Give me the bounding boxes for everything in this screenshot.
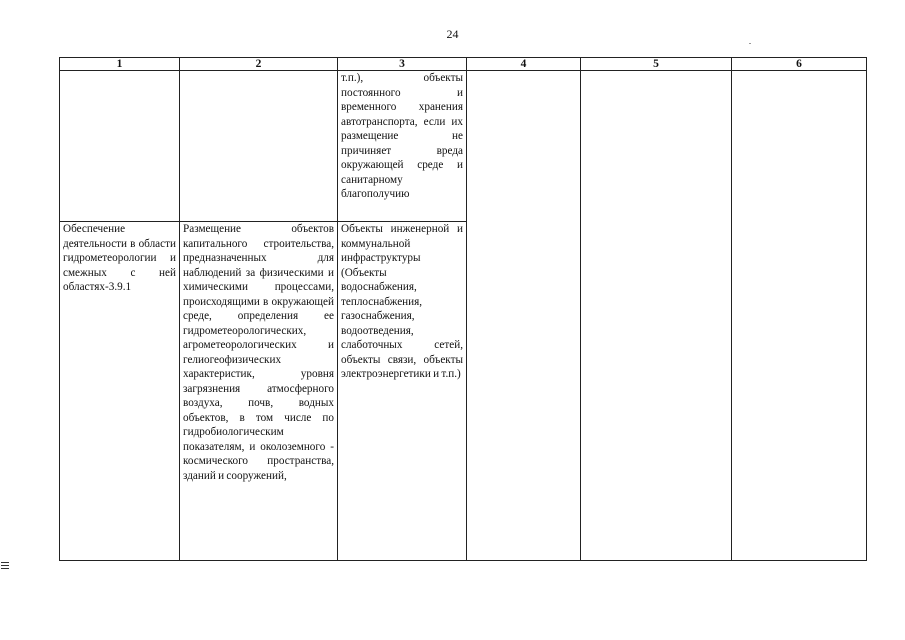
row2-permitted-objects: Объекты инженерной и коммунальной инфраструктуры (Объекты водоснабжения, теплоснабжения, газоснабжения, водоотведения, слаботочных сетей, объекты связи, объекты электроэнергетики и т.п.)	[338, 222, 467, 561]
column-4-cell	[467, 71, 581, 561]
column-header-2: 2	[180, 58, 338, 71]
row1-description	[180, 71, 338, 222]
table-row	[60, 71, 867, 222]
column-5-cell	[581, 71, 732, 561]
row2-description: Размещение объектов капитального строительства, предназначенных для наблюдений за физическими и химическими процессами, происходящими в окружающей среде, определения ее гидрометеорологических, агрометеорологических и гелиогеофизических характеристик, уровня загрязнения атмосферного воздуха, почв, водных объектов, в том числе по гидробиологическим показателям, и околоземного - космического пространства, зданий и сооружений,	[180, 222, 338, 561]
header-row	[60, 58, 867, 71]
scan-artifact	[749, 43, 751, 44]
row2-land-use-type: Обеспечение деятельности в области гидрометеорологии и смежных с ней областях-3.9.1	[60, 222, 180, 561]
margin-mark	[1, 562, 9, 571]
regulation-table	[59, 57, 867, 561]
column-header-1: 1	[60, 58, 180, 71]
row1-land-use-type	[60, 71, 180, 222]
row1-permitted-objects: т.п.), объекты постоянного и временного хранения автотранспорта, если их размещение не причиняет вреда окружающей среде и санитарному благополучию	[338, 71, 467, 222]
page-number: 24	[446, 27, 459, 41]
column-header-3: 3	[338, 58, 467, 71]
column-6-cell	[732, 71, 867, 561]
column-header-5: 5	[581, 58, 732, 71]
column-header-4: 4	[467, 58, 581, 71]
column-header-6: 6	[732, 58, 867, 71]
